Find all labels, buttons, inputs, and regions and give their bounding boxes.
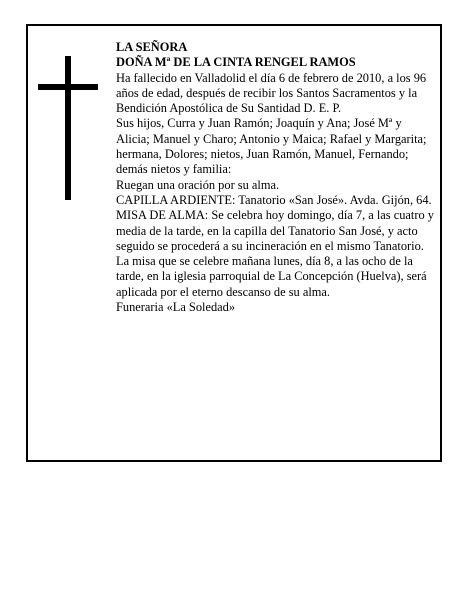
cross-horizontal-bar	[38, 84, 98, 90]
memorial-mass: La misa que se celebre mañana lunes, día 8, a las ocho de la tarde, en la iglesia parroquial de La Concepción (Huelva), será aplicada por el eterno descanso de su alma.	[116, 254, 427, 299]
cross-vertical-bar	[65, 56, 71, 200]
funeral-mass: MISA DE ALMA: Se celebra hoy domingo, día 7, a las cuatro y media de la tarde, en la capilla del Tanatorio San José, y acto seguido se procederá a su incineración en el mismo Tanatorio.	[116, 208, 434, 253]
notice-text	[116, 40, 434, 315]
death-announcement: Ha fallecido en Valladolid el día 6 de febrero de 2010, a los 96 años de edad, después de recibir los Santos Sacramentos y la Bendición Apostólica de Su Santidad D. E. P.	[116, 70, 427, 116]
notice-title: LA SEÑORA	[116, 40, 188, 54]
family-list: Sus hijos, Curra y Juan Ramón; Joaquín y Ana; José Mª y Alicia; Manuel y Charo; Antonio y Maica; Rafael y Margarita; hermana, Dolores; nietos, Juan Ramón, Manuel, Fernando; demás nietos y familia:	[116, 116, 427, 177]
funeral-home: Funeraria «La Soledad»	[116, 300, 236, 315]
prayer-request: Ruegan una oración por su alma.	[116, 177, 280, 192]
funeral-chapel: CAPILLA ARDIENTE: Tanatorio «San José». Avda. Gijón, 64.	[116, 192, 432, 207]
latin-cross-icon	[38, 56, 98, 200]
deceased-name: DOÑA Mª DE LA CINTA RENGEL RAMOS	[116, 55, 356, 70]
obituary-notice	[26, 24, 442, 462]
